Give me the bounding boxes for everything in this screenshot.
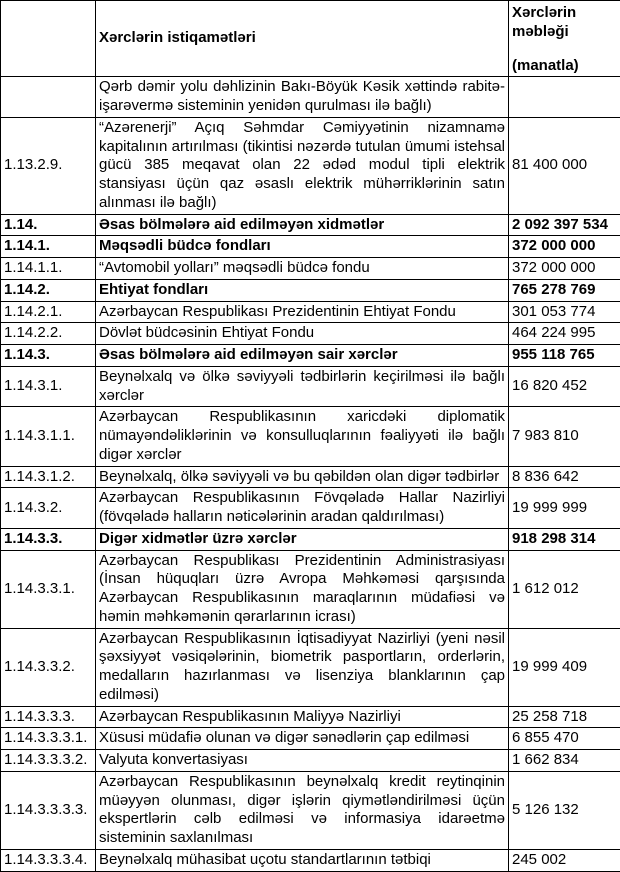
row-code: 1.14.3.3.3.3. <box>1 771 96 849</box>
row-amount: 372 000 000 <box>509 236 620 258</box>
row-direction: Ehtiyat fondları <box>96 279 509 301</box>
row-direction: Dövlət büdcəsinin Ehtiyat Fondu <box>96 323 509 345</box>
row-amount: 19 999 409 <box>509 628 620 706</box>
row-amount <box>509 77 620 118</box>
row-direction: Azərbaycan Respublikasının Fövqəladə Hallar Nazirliyi (fövqəladə halların nəticələrinin aradan qaldırılması) <box>96 488 509 529</box>
row-direction: Valyuta konvertasiyası <box>96 750 509 772</box>
row-code: 1.14.3.1.1. <box>1 407 96 466</box>
row-amount: 25 258 718 <box>509 706 620 728</box>
row-direction: Azərbaycan Respublikası Prezidentinin Administrasiyası (İnsan hüquqları üzrə Avropa Məhkəməsi qarşısında Azərbaycan Respublikasının maraqlarının müdafiəsi və həmin məhkəmənin qərarlarının icrası) <box>96 550 509 628</box>
row-direction: “Avtomobil yolları” məqsədli büdcə fondu <box>96 258 509 280</box>
row-code: 1.14.3.1. <box>1 366 96 407</box>
table-row <box>1 279 620 301</box>
table-body <box>1 77 620 871</box>
table-row <box>1 366 620 407</box>
row-code: 1.14.3.3.3. <box>1 706 96 728</box>
table-row <box>1 117 620 214</box>
row-code: 1.14.1.1. <box>1 258 96 280</box>
row-amount: 6 855 470 <box>509 728 620 750</box>
row-code: 1.14.3. <box>1 345 96 367</box>
row-direction: Azərbaycan Respublikası Prezidentinin Ehtiyat Fondu <box>96 301 509 323</box>
row-code: 1.14.2.1. <box>1 301 96 323</box>
row-amount: 245 002 <box>509 849 620 871</box>
row-direction: Azərbaycan Respublikasının Maliyyə Nazirliyi <box>96 706 509 728</box>
row-direction: Qərb dəmir yolu dəhlizinin Bakı-Böyük Kəsik xəttində rabitə-işarəvermə sisteminin yenidən qurulması ilə bağlı) <box>96 77 509 118</box>
row-code: 1.14.3.2. <box>1 488 96 529</box>
table-row <box>1 466 620 488</box>
table-header <box>1 1 620 77</box>
row-direction: Azərbaycan Respublikasının İqtisadiyyat Nazirliyi (yeni nəsil şəxsiyyət vəsiqələrinin, biometrik pasportların, orderlərin, medalların hazırlanması və lisenziya blanklarının çap edilməsi) <box>96 628 509 706</box>
row-code: 1.14.3.3.3.4. <box>1 849 96 871</box>
table-row <box>1 214 620 236</box>
table-row <box>1 706 620 728</box>
table-row <box>1 849 620 871</box>
table-row <box>1 628 620 706</box>
row-code: 1.14.1. <box>1 236 96 258</box>
table-row <box>1 323 620 345</box>
row-direction: Əsas bölmələrə aid edilməyən xidmətlər <box>96 214 509 236</box>
row-direction: Beynəlxalq mühasibat uçotu standartlarının tətbiqi <box>96 849 509 871</box>
table-row <box>1 528 620 550</box>
row-direction: Xüsusi müdafiə olunan və digər sənədlərin çap edilməsi <box>96 728 509 750</box>
row-code: 1.14.2.2. <box>1 323 96 345</box>
table-row <box>1 771 620 849</box>
row-code: 1.14.3.3.1. <box>1 550 96 628</box>
row-direction: Beynəlxalq və ölkə səviyyəli tədbirlərin keçirilməsi ilə bağlı xərclər <box>96 366 509 407</box>
row-amount: 301 053 774 <box>509 301 620 323</box>
row-code: 1.14.3.3.3.2. <box>1 750 96 772</box>
header-row <box>1 1 620 77</box>
table-row <box>1 728 620 750</box>
row-direction: Məqsədli büdcə fondları <box>96 236 509 258</box>
row-amount: 464 224 995 <box>509 323 620 345</box>
row-direction: Əsas bölmələrə aid edilməyən sair xərclər <box>96 345 509 367</box>
row-direction: Azərbaycan Respublikasının beynəlxalq kredit reytinqinin müəyyən olunması, digər işlərin qiymətləndirilməsi üçün ekspertlərin cəlb edilməsi və informasiya idarəetmə sisteminin saxlanılması <box>96 771 509 849</box>
row-code: 1.14.3.1.2. <box>1 466 96 488</box>
row-amount: 16 820 452 <box>509 366 620 407</box>
row-amount: 372 000 000 <box>509 258 620 280</box>
row-amount: 918 298 314 <box>509 528 620 550</box>
row-code: 1.14.3.3.3.1. <box>1 728 96 750</box>
row-amount: 1 662 834 <box>509 750 620 772</box>
row-amount: 2 092 397 534 <box>509 214 620 236</box>
row-amount: 955 118 765 <box>509 345 620 367</box>
header-code-cell <box>1 1 96 77</box>
row-amount: 19 999 999 <box>509 488 620 529</box>
row-amount: 8 836 642 <box>509 466 620 488</box>
row-direction: Azərbaycan Respublikasının xaricdəki diplomatik nümayəndəliklərinin və konsulluqlarının fəaliyyəti ilə bağlı digər xərclər <box>96 407 509 466</box>
row-code: 1.14.2. <box>1 279 96 301</box>
header-amount-cell <box>509 1 620 77</box>
row-code: 1.13.2.9. <box>1 117 96 214</box>
table-row <box>1 77 620 118</box>
row-amount: 5 126 132 <box>509 771 620 849</box>
table-row <box>1 550 620 628</box>
row-direction: Digər xidmətlər üzrə xərclər <box>96 528 509 550</box>
header-amount-unit: (manatla) <box>512 57 617 76</box>
table-row <box>1 750 620 772</box>
table-row <box>1 301 620 323</box>
table-row <box>1 258 620 280</box>
table-row <box>1 407 620 466</box>
row-code: 1.14.3.3.2. <box>1 628 96 706</box>
row-code: 1.14. <box>1 214 96 236</box>
row-amount: 7 983 810 <box>509 407 620 466</box>
row-amount: 765 278 769 <box>509 279 620 301</box>
header-amount-label: Xərclərin məbləği <box>512 4 617 42</box>
table-row <box>1 488 620 529</box>
table-row <box>1 236 620 258</box>
row-direction: “Azərenerji” Açıq Səhmdar Cəmiyyətinin nizamnamə kapitalının artırılması (tikintisi nəzərdə tutulan ümumi istehsal gücü 385 meqavat olan 22 ədəd modul tipli elektrik stansiyası üçün qaz əsaslı elektrik mühərriklərinin satın alınması ilə bağlı) <box>96 117 509 214</box>
header-direction-cell: Xərclərin istiqamətləri <box>96 1 509 77</box>
table-row <box>1 345 620 367</box>
row-amount: 1 612 012 <box>509 550 620 628</box>
row-amount: 81 400 000 <box>509 117 620 214</box>
row-code <box>1 77 96 118</box>
row-code: 1.14.3.3. <box>1 528 96 550</box>
row-direction: Beynəlxalq, ölkə səviyyəli və bu qəbildən olan digər tədbirlər <box>96 466 509 488</box>
